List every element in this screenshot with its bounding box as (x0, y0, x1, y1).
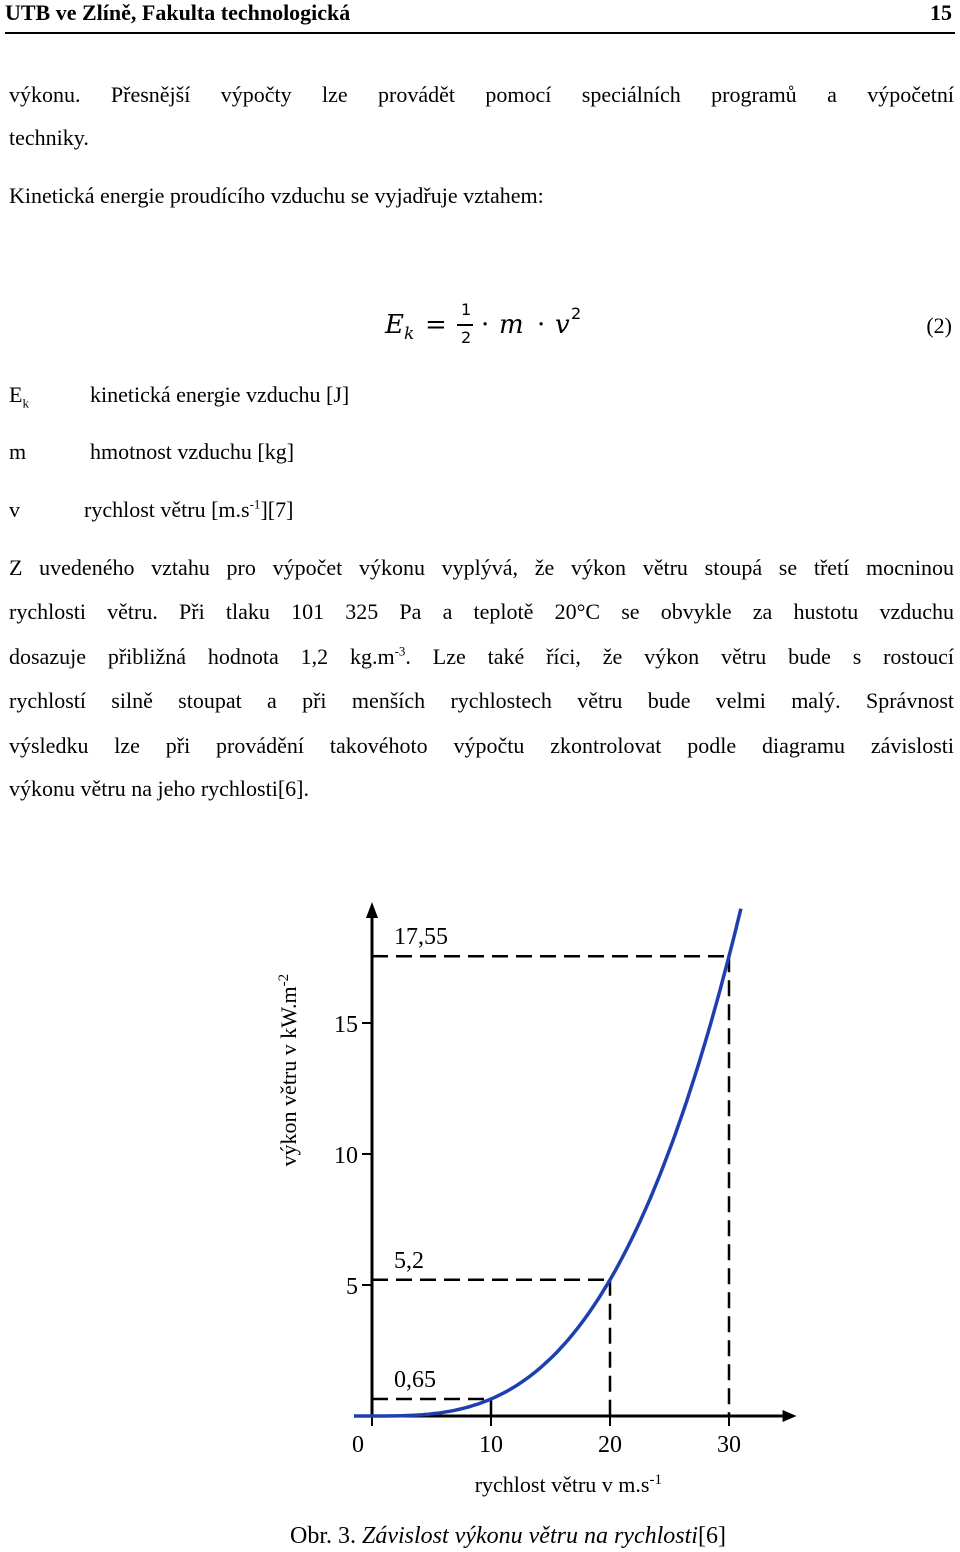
var-v-symbol: v (9, 497, 20, 522)
intro-line-1: výkonu. Přesnější výpočty lze provádět pomocí speciálních programů a výpočetní (9, 82, 954, 107)
figure-caption: Obr. 3. Závislost výkonu větru na rychlosti[6] (290, 1523, 726, 1549)
y-axis-label: výkon větru v $kW.m^{-2}$ (276, 973, 301, 1167)
para-line-2: rychlosti větru. Při tlaku 101 325 Pa a teplotě 20°C se obvykle za hustotu vzduchu (9, 599, 954, 624)
power-curve (354, 909, 741, 1416)
x-tick-label: 30 (717, 1432, 741, 1458)
reference-label: 17,55 (394, 924, 448, 951)
para-line-1: Z uvedeného vztahu pro výpočet výkonu vyplývá, že výkon větru stoupá se třetí mocninou (9, 555, 954, 580)
var-m-desc: hmotnost vzduchu [kg] (90, 439, 295, 464)
y-tick-label: 15 (334, 1012, 358, 1038)
header-title: UTB ve Zlíně, Fakulta technologická (5, 0, 351, 25)
x-axis-arrow (783, 1410, 797, 1422)
para-line-6: výkonu větru na jeho rychlosti[6]. (9, 776, 309, 801)
var-v-desc: rychlost větru $[m.s^{-1}][7]$ (84, 496, 294, 522)
equation-number: (2) (926, 313, 952, 338)
var-ek-symbol: $E_k$ (9, 382, 29, 411)
intro-line-2: techniky. (9, 125, 89, 150)
x-tick-label: 0 (352, 1432, 364, 1458)
y-tick-label: 10 (334, 1143, 358, 1169)
y-axis-arrow (366, 902, 378, 918)
x-tick-label: 10 (479, 1432, 503, 1458)
y-tick-label: 5 (346, 1274, 358, 1300)
var-ek-desc: kinetická energie vzduchu [J] (90, 382, 350, 407)
para-line-3: dosazuje přibližná hodnota 1,2 $kg.m^{-3}$. Lze také říci, že výkon větru bude s rostoucí (9, 643, 954, 669)
header-rule (5, 32, 955, 34)
x-tick-label: 20 (598, 1432, 622, 1458)
para-line-4: rychlostí silně stoupat a při menších rychlostech větru bude velmi malý. Správnost (9, 688, 954, 713)
para-line-5: výsledku lze při provádění takovéhoto výpočtu zkontrolovat podle diagramu závislosti (9, 733, 954, 758)
reference-label: 5,2 (394, 1247, 424, 1274)
reference-label: 0,65 (394, 1366, 436, 1393)
x-axis-label: rychlost větru v $m.s^{-1}$ (474, 1472, 662, 1497)
var-m-symbol: m (9, 439, 27, 464)
power-chart (0, 880, 960, 1520)
intro-line-3: Kinetická energie proudícího vzduchu se vyjadřuje vztahem: (9, 183, 544, 208)
page-number: 15 (930, 0, 952, 25)
